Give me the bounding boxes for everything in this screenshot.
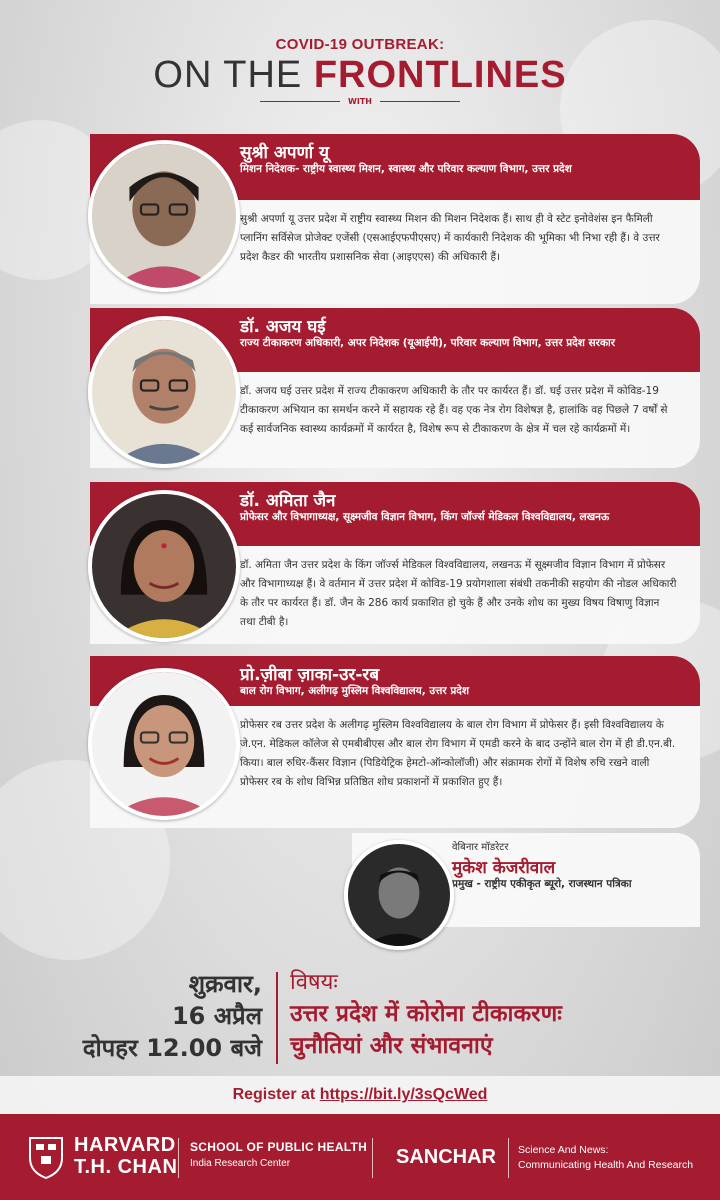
topic-label: विषयः	[290, 970, 338, 995]
moderator-role: प्रमुख - राष्ट्रीय एकीकृत ब्यूरो, राजस्थान पत्रिका	[452, 878, 632, 890]
moderator-label: वेबिनार मॉडरेटर	[452, 842, 509, 853]
register-prefix: Register at	[232, 1086, 320, 1103]
research-center: India Research Center	[190, 1158, 291, 1169]
harvard-line1: HARVARD	[74, 1134, 176, 1156]
speaker-bio: डॉ. अजय घई उत्तर प्रदेश में राज्य टीकाकरण अधिकारी के तौर पर कार्यरत हैं। डॉ. घई उत्तर प्रदेश में कोविड-19 टीकाकरण अभियान का समर्थन करने में सहायक रहे हैं। वह एक नेत्र रोग विशेषज्ञ है, हालांकि वह पिछले 7 वर्षों से कई सार्वजनिक स्वास्थ्य कार्यक्रमों में कार्यरत है, विशेष रूप से टीकाकरण के क्षेत्र में चल रहे कार्यक्रमों में।	[90, 372, 700, 468]
header	[0, 36, 720, 106]
speaker-role: बाल रोग विभाग, अलीगढ़ मुस्लिम विश्वविद्यालय, उत्तर प्रदेश	[240, 685, 470, 697]
page-title	[0, 55, 720, 95]
footer	[0, 1114, 720, 1200]
moderator-photo	[344, 840, 454, 950]
speaker-photo	[88, 316, 240, 468]
event-day: शुक्रवार,	[188, 970, 262, 998]
speaker-role: मिशन निदेशक- राष्ट्रीय स्वास्थ्य मिशन, स्वास्थ्य और परिवार कल्याण विभाग, उत्तर प्रदेश	[240, 163, 572, 175]
event-time: दोपहर 12.00 बजे	[82, 1034, 262, 1062]
speaker-name: डॉ. अमिता जैन	[240, 491, 336, 511]
header-with	[0, 97, 720, 106]
event-info	[0, 968, 720, 1068]
speaker-photo	[88, 668, 240, 820]
harvard-line2: T.H. CHAN	[74, 1156, 178, 1178]
speaker-role: प्रोफेसर और विभागाध्यक्ष, सूक्ष्मजीव विज्ञान विभाग, किंग जॉर्ज्स मेडिकल विश्वविद्यालय, लखनऊ	[240, 511, 610, 523]
footer-divider	[372, 1138, 373, 1178]
event-date-value: 16 अप्रैल	[171, 1002, 262, 1030]
speaker-name: सुश्री अपर्णा यू	[240, 143, 329, 163]
speaker-photo	[88, 490, 240, 642]
title-part1: ON THE	[153, 54, 314, 96]
speaker-name: प्रो.ज़ीबा ज़ाका-उर-रब	[240, 665, 380, 685]
event-date	[83, 968, 262, 1064]
speaker-bio: प्रोफेसर रब उत्तर प्रदेश के अलीगढ़ मुस्लिम विश्वविद्यालय के बाल रोग विभाग में प्रोफेसर हैं। इसी विश्वविद्यालय के जे.एन. मेडिकल कॉलेज से एमबीबीएस और बाल रोग विभाग में एमडी करने के बाद उन्होंने बाल रोग में ही डी.एन.बी. किया। बाल रुधिर-कैंसर विज्ञान (पिडियेट्रिक हेमटो-ऑन्कोलॉजी) और संक्रामक रोगों में विशेष रुचि रखने वाली प्रोफेसर रब के शोध विभिन्न प्रतिष्ठित शोध प्रकाशनों में प्रकाशित हुए हैं।	[90, 706, 700, 828]
speaker-name: डॉ. अजय घई	[240, 317, 326, 337]
sanchar-tagline1: Science And News:	[518, 1144, 609, 1156]
speaker-bio: सुश्री अपर्णा यू उत्तर प्रदेश में राष्ट्रीय स्वास्थ्य मिशन की मिशन निदेशक हैं। साथ ही वे स्टेट इनोवेशंस इन फैमिली प्लानिंग सर्विसेज प्रोजेक्ट एजेंसी (एसआईएफपीएसए) में कार्यकारी निदेशक की भूमिका भी निभा रही हैं। वे उत्तर प्रदेश कैडर की भारतीय प्रशासनिक सेवा (आइएएस) की अधिकारी हैं।	[90, 200, 700, 304]
speaker-bio: डॉ. अमिता जैन उत्तर प्रदेश के किंग जॉर्ज्स मेडिकल विश्वविद्यालय, लखनऊ में सूक्ष्मजीव विज्ञान विभाग में प्रोफेसर और विभागाध्यक्ष हैं। वे वर्तमान में उत्तर प्रदेश में कोविड-19 प्रयोगशाला संबंधी तकनीकी सहयोग की नोडल अधिकारी के तौर पर कार्यरत हैं। डॉ. जैन के 286 कार्य प्रकाशित हो चुके हैं और उनके शोध का मुख्य विषय विषाणु विज्ञान तथा टीबी है।	[90, 546, 700, 644]
sanchar-tagline2: Communicating Health And Research	[518, 1159, 694, 1171]
harvard-shield-icon	[28, 1136, 64, 1180]
register-link[interactable]: https://bit.ly/3sQcWed	[319, 1086, 488, 1103]
event-topic	[290, 968, 562, 1062]
title-part2: FRONTLINES	[313, 54, 567, 96]
footer-divider	[178, 1138, 179, 1178]
register-bar	[0, 1076, 720, 1114]
event-divider	[276, 972, 278, 1064]
sanchar-logo: SANCHAR	[396, 1146, 496, 1168]
topic-line1: उत्तर प्रदेश में कोरोना टीकाकरणः	[290, 1001, 562, 1027]
speaker-photo	[88, 140, 240, 292]
moderator-name: मुकेश केजरीवाल	[452, 858, 556, 878]
footer-divider	[508, 1138, 509, 1178]
header-kicker: COVID-19 OUTBREAK:	[275, 36, 445, 53]
speaker-role: राज्य टीकाकरण अधिकारी, अपर निदेशक (यूआईपी), परिवार कल्याण विभाग, उत्तर प्रदेश सरकार	[240, 337, 616, 349]
with-label: WITH	[348, 97, 372, 106]
school-name: SCHOOL OF PUBLIC HEALTH	[190, 1140, 368, 1154]
topic-line2: चुनौतियां और संभावनाएं	[290, 1033, 493, 1059]
